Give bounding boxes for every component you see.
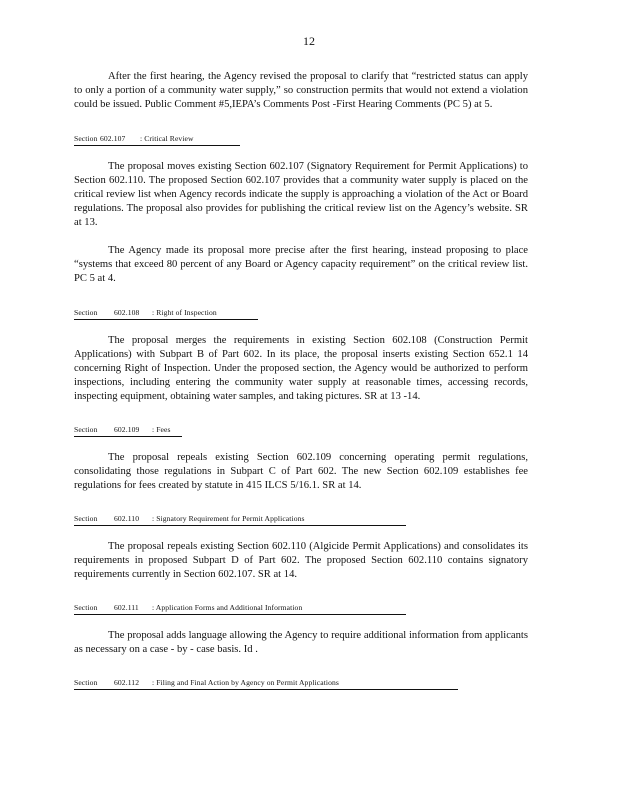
heading-section-number: 602.110: [114, 514, 152, 526]
section-heading-602-110: [74, 514, 406, 526]
paragraph-agency-precise: The Agency made its proposal more precise after the first hearing, instead proposing to place “systems that exceed 80 percent of any Board or Agency capacity requirement” on the critical review list. PC 5 at 4.: [74, 245, 528, 284]
section-heading-602-111: [74, 603, 406, 615]
heading-section-title: : Filing and Final Action by Agency on Permit Applications: [152, 678, 458, 690]
heading-section-number: 602.111: [114, 603, 152, 615]
heading-section-number: 602.109: [114, 425, 152, 437]
heading-section-title: : Application Forms and Additional Information: [152, 603, 406, 615]
heading-section-title: : Fees: [152, 425, 182, 437]
heading-section-word: Section: [74, 308, 114, 320]
section-heading-602-107: [74, 134, 240, 146]
heading-section-number: 602.112: [114, 678, 152, 690]
heading-section-title: : Signatory Requirement for Permit Applications: [152, 514, 406, 526]
heading-section-word: Section: [74, 603, 114, 615]
paragraph-critical-review: The proposal moves existing Section 602.107 (Signatory Requirement for Permit Applications) to Section 602.110. The proposed Section 602.107 provides that a community water supply is placed on the critical review list when Agency records indicate the supply is approaching a violation of the Act or Board regulations. The proposal also provides for publishing the critical review list on the Agency’s website. SR at 13.: [74, 161, 528, 228]
paragraph-fees: The proposal repeals existing Section 602.109 concerning operating permit regulations, consolidating those regulations in Subpart C of Part 602. The new Section 602.109 establishes fee regulations for fees created by statute in 415 ILCS 5/16.1. SR at 14.: [74, 452, 528, 491]
section-heading-602-109: [74, 425, 182, 437]
paragraph-right-of-inspection: The proposal merges the requirements in existing Section 602.108 (Construction Permit Applications) with Subpart B of Part 602. In its place, the proposal inserts existing Section 652.1 14 concerning Right of Inspection. Under the proposed section, the Agency would be authorized to perform inspections, including entering the community water supply at reasonable times, accessing records, inspecting equipment, obtaining water samples, and taking pictures. SR at 13 -14.: [74, 335, 528, 402]
paragraph-additional-information: The proposal adds language allowing the Agency to require additional information from applicants as necessary on a case - by - case basis. Id .: [74, 630, 528, 655]
heading-section-title: : Right of Inspection: [152, 308, 258, 320]
paragraph-first-hearing-revision: After the first hearing, the Agency revised the proposal to clarify that “restricted status can apply to only a portion of a community water supply,” so construction permits that would not extend a violation could be issued. Public Comment #5,IEPA’s Comments Post -First Hearing Comments (PC 5) at 5.: [74, 71, 528, 110]
section-heading-602-108: [74, 308, 258, 320]
heading-section-title: : Critical Review: [140, 134, 240, 146]
page-number: 12: [303, 34, 315, 48]
heading-section-word: Section: [74, 678, 114, 690]
heading-section-word: Section: [74, 425, 114, 437]
section-heading-602-112: [74, 678, 458, 690]
heading-section-number: 602.107: [100, 134, 140, 146]
heading-section-word: Section: [74, 134, 100, 146]
document-body: [74, 70, 528, 690]
heading-section-word: Section: [74, 514, 114, 526]
paragraph-signatory: The proposal repeals existing Section 602.110 (Algicide Permit Applications) and consolidates its requirements in proposed Subpart D of Part 602. The proposed Section 602.110 contains signatory requirements currently in Section 602.107. SR at 14.: [74, 541, 528, 580]
heading-section-number: 602.108: [114, 308, 152, 320]
